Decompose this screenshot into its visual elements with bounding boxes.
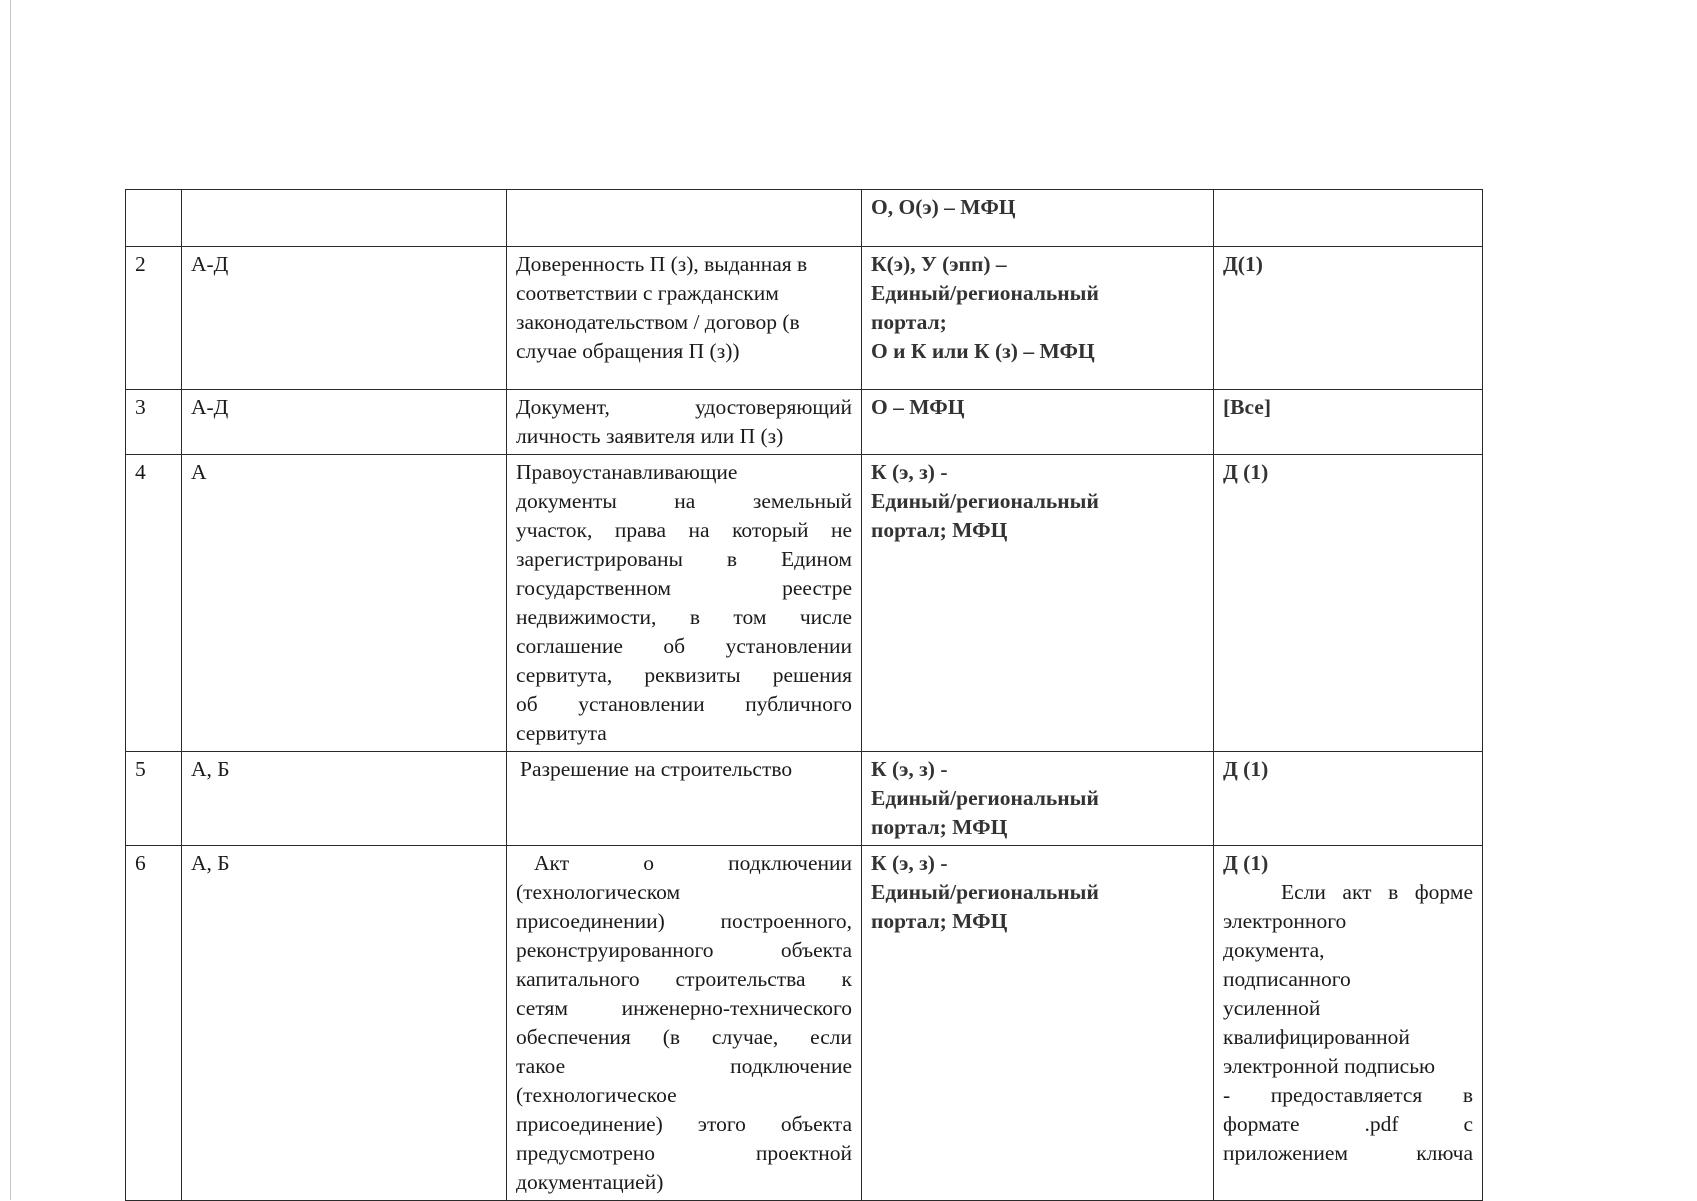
- document-name-line: Акт о подключении: [534, 851, 852, 875]
- submission-form-line: О – МФЦ: [871, 395, 965, 419]
- note-line: электронного: [1223, 909, 1347, 933]
- table-row: [126, 390, 1483, 455]
- table-row: [126, 190, 1483, 247]
- note-line: электронной подписью: [1223, 1054, 1436, 1078]
- note-line: - предоставляется в: [1223, 1083, 1473, 1107]
- submission-form-line: О и К или К (з) – МФЦ: [871, 339, 1095, 363]
- document-name-line: государственном реестре: [516, 576, 852, 600]
- document-name-line: случае обращения П (з)): [516, 339, 740, 363]
- row-number: 4: [126, 455, 182, 752]
- note: [Все]: [1214, 390, 1483, 455]
- submission-form: [862, 390, 1214, 455]
- document-name-line: Доверенность П (з), выданная в: [516, 252, 808, 276]
- page-left-edge: [10, 0, 11, 1200]
- note-line: усиленной: [1223, 996, 1321, 1020]
- applicant-category: А, Б: [182, 846, 507, 1201]
- submission-form: [862, 846, 1214, 1201]
- document-name-line: такое подключение: [516, 1054, 852, 1078]
- document-name-line: зарегистрированы в Едином: [516, 547, 852, 571]
- applicant-category: А-Д: [182, 390, 507, 455]
- applicant-category: А, Б: [182, 752, 507, 846]
- document-name-line: соответствии с гражданским: [516, 281, 779, 305]
- document-name-line: Правоустанавливающие: [516, 460, 738, 484]
- note: [1214, 190, 1483, 247]
- document-name-line: недвижимости, в том числе: [516, 605, 852, 629]
- submission-form-line: Единый/региональный: [871, 880, 1099, 904]
- note: [1214, 846, 1483, 1201]
- submission-form-line: К (э, з) -: [871, 851, 948, 875]
- document-name-line: документацией): [516, 1170, 664, 1194]
- note: Д(1): [1214, 247, 1483, 390]
- document-name-line: капитального строительства к: [516, 967, 852, 991]
- document-name-line: предусмотрено проектной: [516, 1141, 852, 1165]
- note-line: приложением ключа: [1223, 1141, 1473, 1165]
- document-name: [507, 846, 862, 1201]
- submission-form-line: Единый/региональный: [871, 281, 1099, 305]
- document-name-line: Разрешение на строительство: [520, 757, 793, 781]
- submission-form-line: портал;: [871, 310, 947, 334]
- document-name-line: личность заявителя или П (з): [516, 424, 784, 448]
- submission-form: [862, 455, 1214, 752]
- document-name: [507, 752, 862, 846]
- submission-form-line: К (э, з) -: [871, 757, 948, 781]
- table-row: [126, 846, 1483, 1201]
- document-name-line: реконструированного объекта: [516, 938, 852, 962]
- row-number: [126, 190, 182, 247]
- row-number: 6: [126, 846, 182, 1201]
- document-name-line: соглашение об установлении: [516, 634, 852, 658]
- row-number: 3: [126, 390, 182, 455]
- submission-form: [862, 190, 1214, 247]
- submission-form: [862, 752, 1214, 846]
- document-name-line: документы на земельный: [516, 489, 852, 513]
- document-name-line: сервитута: [516, 721, 607, 745]
- document-name-line: законодательством / договор (в: [516, 310, 800, 334]
- table-row: [126, 247, 1483, 390]
- submission-form-line: Единый/региональный: [871, 489, 1099, 513]
- submission-form-line: О, О(э) – МФЦ: [871, 195, 1016, 219]
- note-line: Д (1): [1223, 851, 1269, 875]
- submission-form-line: портал; МФЦ: [871, 815, 1008, 839]
- table-row: [126, 752, 1483, 846]
- applicant-category: А: [182, 455, 507, 752]
- document-name-line: участок, права на который не: [516, 518, 852, 542]
- submission-form: [862, 247, 1214, 390]
- document-name: [507, 247, 862, 390]
- document-name: [507, 390, 862, 455]
- document-name-line: (технологическое: [516, 1083, 677, 1107]
- applicant-category: А-Д: [182, 247, 507, 390]
- submission-form-line: К (э, з) -: [871, 460, 948, 484]
- submission-form-line: К(э), У (эпп) –: [871, 252, 1007, 276]
- document-name-line: присоединении) построенного,: [516, 909, 852, 933]
- note: Д (1): [1214, 752, 1483, 846]
- document-name-line: Документ, удостоверяющий: [516, 395, 852, 419]
- table-row: [126, 455, 1483, 752]
- submission-form-line: портал; МФЦ: [871, 909, 1008, 933]
- row-number: 2: [126, 247, 182, 390]
- note-line: квалифицированной: [1223, 1025, 1410, 1049]
- submission-form-line: Единый/региональный: [871, 786, 1099, 810]
- note: Д (1): [1214, 455, 1483, 752]
- document-name-line: присоединение) этого объекта: [516, 1112, 852, 1136]
- note-line: документа,: [1223, 938, 1325, 962]
- document-name-line: сервитута, реквизиты решения: [516, 663, 852, 687]
- note-line: Если акт в форме: [1281, 880, 1473, 904]
- document-name-line: (технологическом: [516, 880, 681, 904]
- document-name: [507, 190, 862, 247]
- applicant-category: [182, 190, 507, 247]
- submission-form-line: портал; МФЦ: [871, 518, 1008, 542]
- documents-table: [125, 189, 1483, 1201]
- document-name: [507, 455, 862, 752]
- document-name-line: сетям инженерно-технического: [516, 996, 852, 1020]
- document-name-line: обеспечения (в случае, если: [516, 1025, 852, 1049]
- document-name-line: об установлении публичного: [516, 692, 852, 716]
- note-line: формате .pdf с: [1223, 1112, 1473, 1136]
- row-number: 5: [126, 752, 182, 846]
- note-line: подписанного: [1223, 967, 1351, 991]
